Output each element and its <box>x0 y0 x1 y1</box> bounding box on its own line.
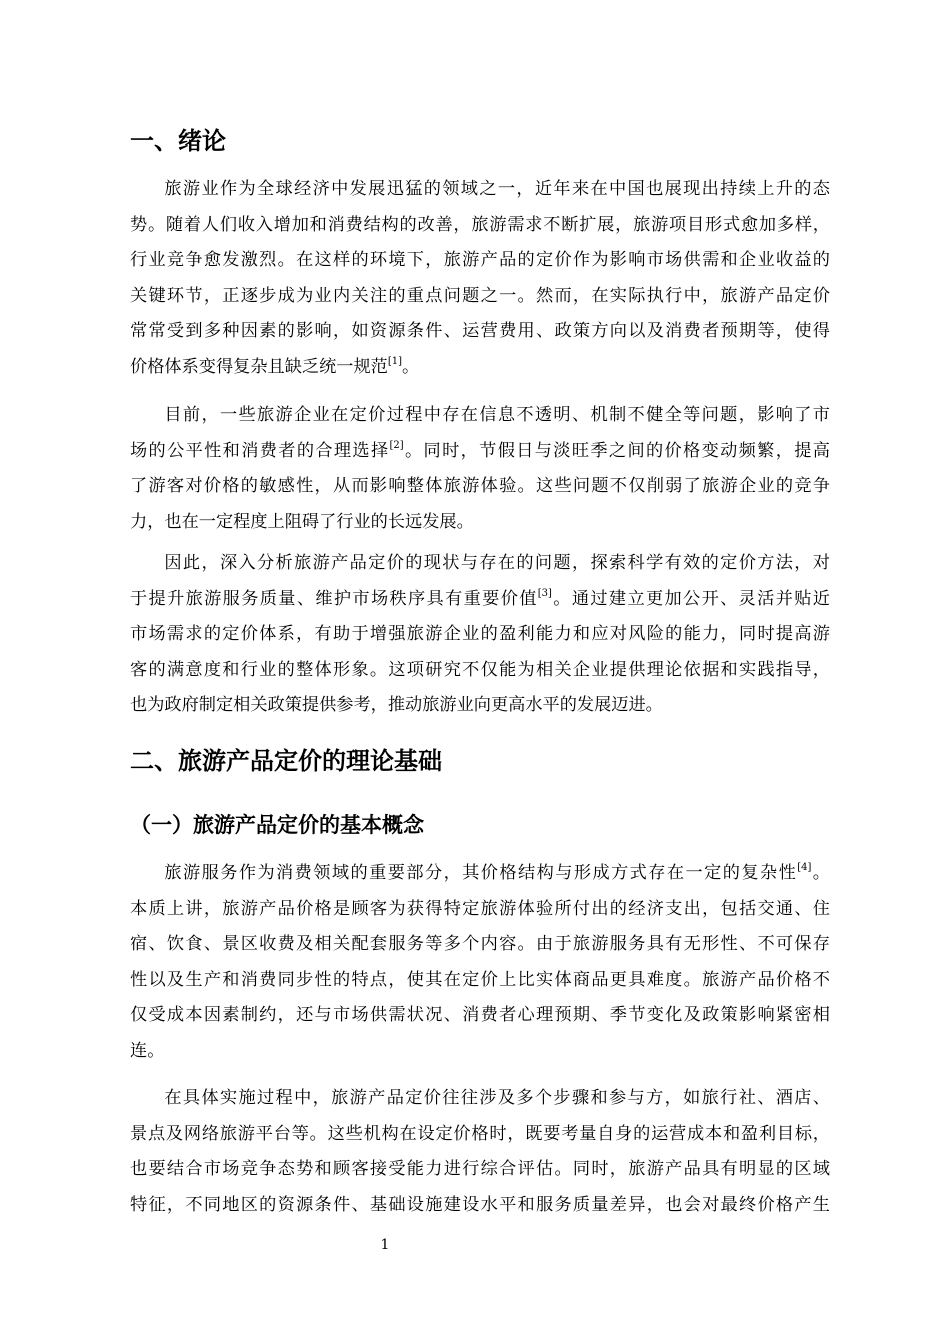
paragraph-5 <box>130 1081 830 1223</box>
text-line: 连。 <box>130 1040 165 1061</box>
text-line: 力，也在一定程度上阻碍了行业的长远发展。 <box>130 511 474 532</box>
paragraph-2 <box>130 398 830 540</box>
text-line: 旅游业作为全球经济中发展迅猛的领域之一，近年来在中国也展现出持续上升的态 <box>164 179 830 199</box>
text-line: 在具体实施过程中，旅游产品定价往往涉及多个步骤和参与方，如旅行社、酒店、 <box>164 1088 830 1108</box>
paragraph-1 <box>130 172 830 386</box>
text-segment: 场的公平性和消费者的合理选择 <box>130 440 390 461</box>
text-line: 本质上讲，旅游产品价格是顾客为获得特定旅游体验所付出的经济支出，包括交通、住 <box>130 898 830 919</box>
text-line: 行业竞争愈发激烈。在这样的环境下，旅游产品的定价作为影响市场供需和企业收益的 <box>130 250 830 271</box>
text-line: 因此，深入分析旅游产品定价的现状与存在的问题，探索科学有效的定价方法，对 <box>164 553 830 573</box>
text-line: 景点及网络旅游平台等。这些机构在设定价格时，既要考量自身的运营成本和盈利目标， <box>130 1123 830 1144</box>
text-segment: 于提升旅游服务质量、维护市场秩序具有重要价值 <box>130 588 538 609</box>
citation: [3] <box>537 587 552 599</box>
text-line: 也为政府制定相关政策提供参考，推动旅游业向更高水平的发展迈进。 <box>130 695 663 716</box>
paragraph-4 <box>130 856 830 1070</box>
text-segment: 旅游服务作为消费领域的重要部分，其价格结构与形成方式存在一定的复杂性 <box>164 863 798 883</box>
text-segment: 。通过建立更加公开、灵活并贴近 <box>551 588 830 609</box>
page-number: 1 <box>380 1237 390 1253</box>
text-line: 特征，不同地区的资源条件、基础设施建设水平和服务质量差异，也会对最终价格产生 <box>130 1194 830 1215</box>
section-heading-1: 一、绪论 <box>130 127 226 155</box>
text-line: 关键环节，正逐步成为业内关注的重点问题之一。然而，在实际执行中，旅游产品定价 <box>130 285 830 306</box>
section-heading-2: 二、旅游产品定价的理论基础 <box>130 747 442 775</box>
text-segment: 。 <box>811 863 830 883</box>
text-line: 了游客对价格的敏感性，从而影响整体旅游体验。这些问题不仅削弱了旅游企业的竞争 <box>130 476 830 497</box>
citation: [1] <box>387 355 402 367</box>
text-line <box>130 856 830 892</box>
text-line: 目前，一些旅游企业在定价过程中存在信息不透明、机制不健全等问题，影响了市 <box>164 405 830 425</box>
text-line <box>130 582 830 618</box>
text-line: 宿、饮食、景区收费及相关配套服务等多个内容。由于旅游服务具有无形性、不可保存 <box>130 934 830 955</box>
text-line <box>130 350 830 386</box>
text-segment: 。同时，节假日与淡旺季之间的价格变动频繁，提高 <box>403 440 830 461</box>
text-segment: 价格体系变得复杂且缺乏统一规范 <box>130 356 388 377</box>
citation: [2] <box>389 439 404 451</box>
text-line: 势。随着人们收入增加和消费结构的改善，旅游需求不断扩展，旅游项目形式愈加多样， <box>130 214 830 235</box>
text-segment: 。 <box>402 356 420 377</box>
text-line: 性以及生产和消费同步性的特点，使其在定价上比实体商品更具难度。旅游产品价格不 <box>130 969 830 990</box>
citation: [4] <box>797 862 812 873</box>
text-line <box>130 434 830 470</box>
paragraph-3 <box>130 546 830 724</box>
text-line: 仅受成本因素制约，还与市场供需状况、消费者心理预期、季节变化及政策影响紧密相 <box>130 1005 830 1026</box>
text-line: 客的满意度和行业的整体形象。这项研究不仅能为相关企业提供理论依据和实践指导， <box>130 659 830 680</box>
subsection-heading: （一）旅游产品定价的基本概念 <box>130 813 424 837</box>
text-line: 常常受到多种因素的影响，如资源条件、运营费用、政策方向以及消费者预期等，使得 <box>130 321 830 342</box>
text-line: 也要结合市场竞争态势和顾客接受能力进行综合评估。同时，旅游产品具有明显的区域 <box>130 1159 830 1180</box>
text-line: 市场需求的定价体系，有助于增强旅游企业的盈利能力和应对风险的能力，同时提高游 <box>130 624 830 645</box>
